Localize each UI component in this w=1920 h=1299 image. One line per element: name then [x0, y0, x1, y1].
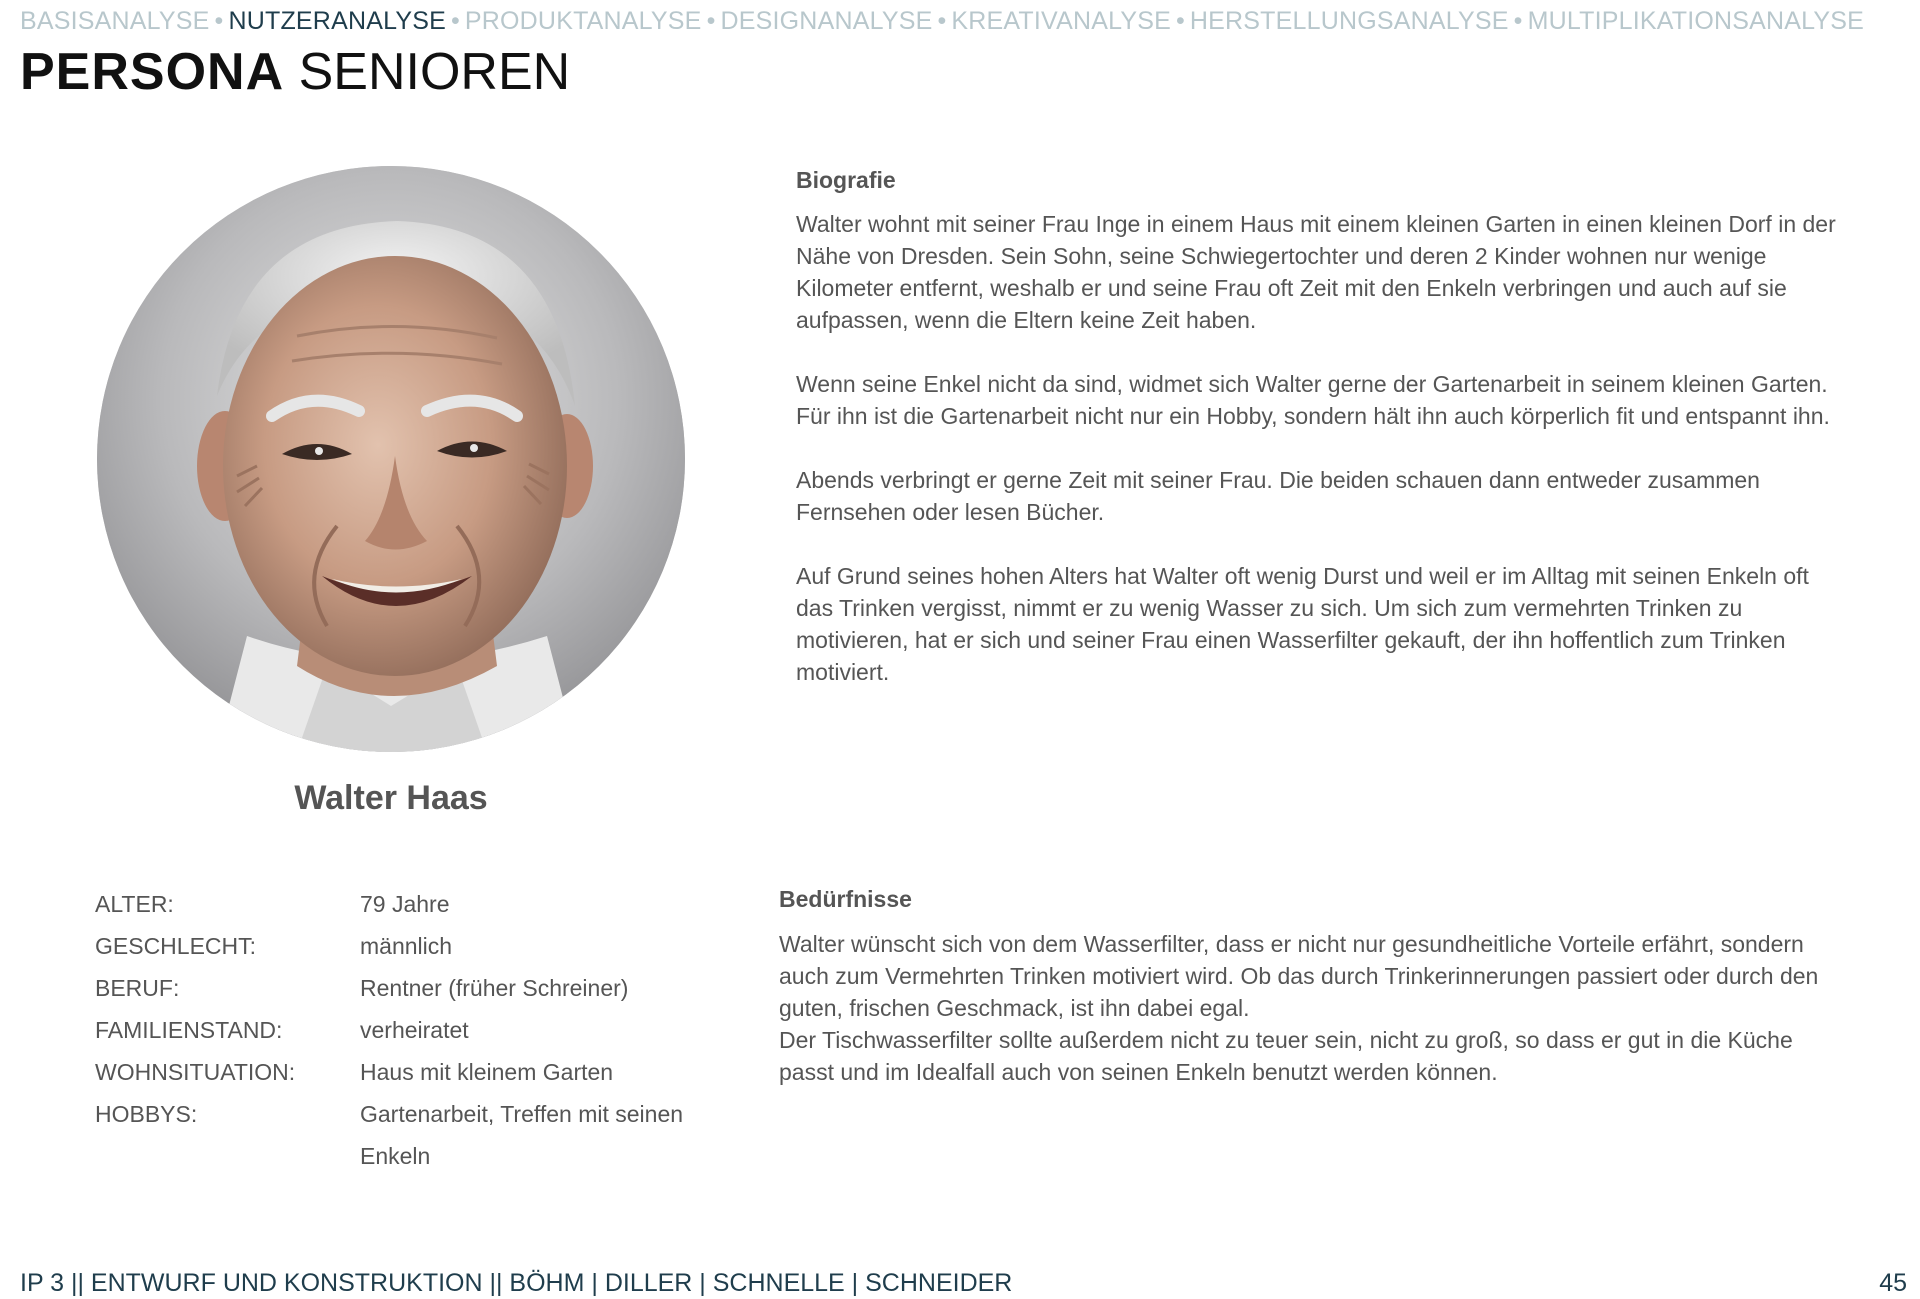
attribute-label: FAMILIENSTAND: [95, 1017, 283, 1043]
nav-item-herstellungsanalyse[interactable]: HERSTELLUNGSANALYSE [1189, 7, 1509, 35]
footer-credits: IP 3 || ENTWURF UND KONSTRUKTION || BÖHM | DILLER | SCHNELLE | SCHNEIDER [20, 1269, 1013, 1297]
needs-text [779, 928, 1839, 1088]
nav-separator: • [937, 7, 947, 35]
attribute-value: Haus mit kleinem Garten [360, 1059, 614, 1085]
attribute-label: ALTER: [95, 891, 174, 917]
nav-item-produktanalyse[interactable]: PRODUKTANALYSE [464, 7, 702, 35]
portrait-icon [97, 166, 685, 752]
biography-paragraph: Wenn seine Enkel nicht da sind, widmet sich Walter gerne der Gartenarbeit in seinem kleinen Garten. Für ihn ist die Gartenarbeit nicht nur ein Hobby, sondern hält ihn auch körperlich fit und entspannt ihn. [796, 371, 1830, 429]
attribute-label: WOHNSITUATION: [95, 1059, 296, 1085]
attribute-value: 79 Jahre [360, 891, 450, 917]
persona-name: Walter Haas [294, 779, 488, 817]
attribute-label: BERUF: [95, 975, 180, 1001]
biography-paragraph: Walter wohnt mit seiner Frau Inge in einem Haus mit einem kleinen Garten in einen kleinen Dorf in der Nähe von Dresden. Sein Sohn, seine Schwiegertochter und deren 2 Kinder wohnen nur wenige Kilometer entfernt, weshalb er und seine Frau oft Zeit mit den Enkeln verbringen und auch auf sie aufpassen, wenn die Eltern keine Zeit haben. [796, 211, 1836, 333]
attribute-value: Gartenarbeit, Treffen mit seinen Enkeln [360, 1101, 684, 1169]
attribute-row-wohnsituation [95, 1051, 715, 1093]
page-title-bold: PERSONA [20, 43, 285, 101]
persona-attributes [95, 883, 715, 1177]
attribute-row-beruf [95, 967, 715, 1009]
attribute-row-familienstand [95, 1009, 715, 1051]
attribute-label: HOBBYS: [95, 1101, 198, 1127]
nav-item-designanalyse[interactable]: DESIGNANALYSE [720, 7, 933, 35]
biography-text [796, 208, 1841, 688]
page-number: 45 [1879, 1269, 1907, 1297]
biography-paragraph: Abends verbringt er gerne Zeit mit seiner Frau. Die beiden schauen dann entweder zusammen Fernsehen oder lesen Bücher. [796, 467, 1760, 525]
nav-separator: • [214, 7, 224, 35]
attribute-value: Rentner (früher Schreiner) [360, 975, 629, 1001]
needs-paragraph: Walter wünscht sich von dem Wasserfilter, dass er nicht nur gesundheitliche Vorteile erfährt, sondern auch zum Vermehrten Trinken motiviert wird. Ob das durch Trinkerinnerungen passiert oder durch den guten, frischen Geschmack, ist ihn dabei egal. [779, 931, 1819, 1021]
nav-separator: • [1513, 7, 1523, 35]
nav-item-kreativanalyse[interactable]: KREATIVANALYSE [951, 7, 1171, 35]
attribute-row-geschlecht [95, 925, 715, 967]
nav-item-multiplikationsanalyse[interactable]: MULTIPLIKATIONSANALYSE [1527, 7, 1865, 35]
biography-paragraph: Auf Grund seines hohen Alters hat Walter oft wenig Durst und weil er im Alltag mit seinen Enkeln oft das Trinken vergisst, nimmt er zu wenig Wasser zu sich. Um sich zum vermehrten Trinken zu motivieren, hat er sich und seiner Frau einen Wasserfilter gekauft, der ihn hoffentlich zum Trinken motiviert. [796, 563, 1809, 685]
nav-item-basisanalyse[interactable]: BASISANALYSE [20, 7, 210, 35]
needs-heading: Bedürfnisse [779, 886, 912, 912]
breadcrumb-nav [20, 6, 1864, 36]
page-title-light: SENIOREN [298, 43, 571, 101]
persona-portrait-photo [97, 166, 685, 752]
attribute-label: GESCHLECHT: [95, 933, 257, 959]
biography-heading: Biografie [796, 167, 896, 193]
nav-separator: • [450, 7, 460, 35]
attribute-row-alter [95, 883, 715, 925]
page-title [20, 40, 570, 104]
attribute-row-hobbys [95, 1093, 715, 1177]
needs-paragraph: Der Tischwasserfilter sollte außerdem nicht zu teuer sein, nicht zu groß, so dass er gut in die Küche passt und im Idealfall auch von seinen Enkeln benutzt werden können. [779, 1027, 1793, 1085]
nav-item-nutzeranalyse[interactable]: NUTZERANALYSE [228, 7, 446, 35]
attribute-value: verheiratet [360, 1017, 469, 1043]
nav-separator: • [1175, 7, 1185, 35]
attribute-value: männlich [360, 933, 453, 959]
nav-separator: • [706, 7, 716, 35]
